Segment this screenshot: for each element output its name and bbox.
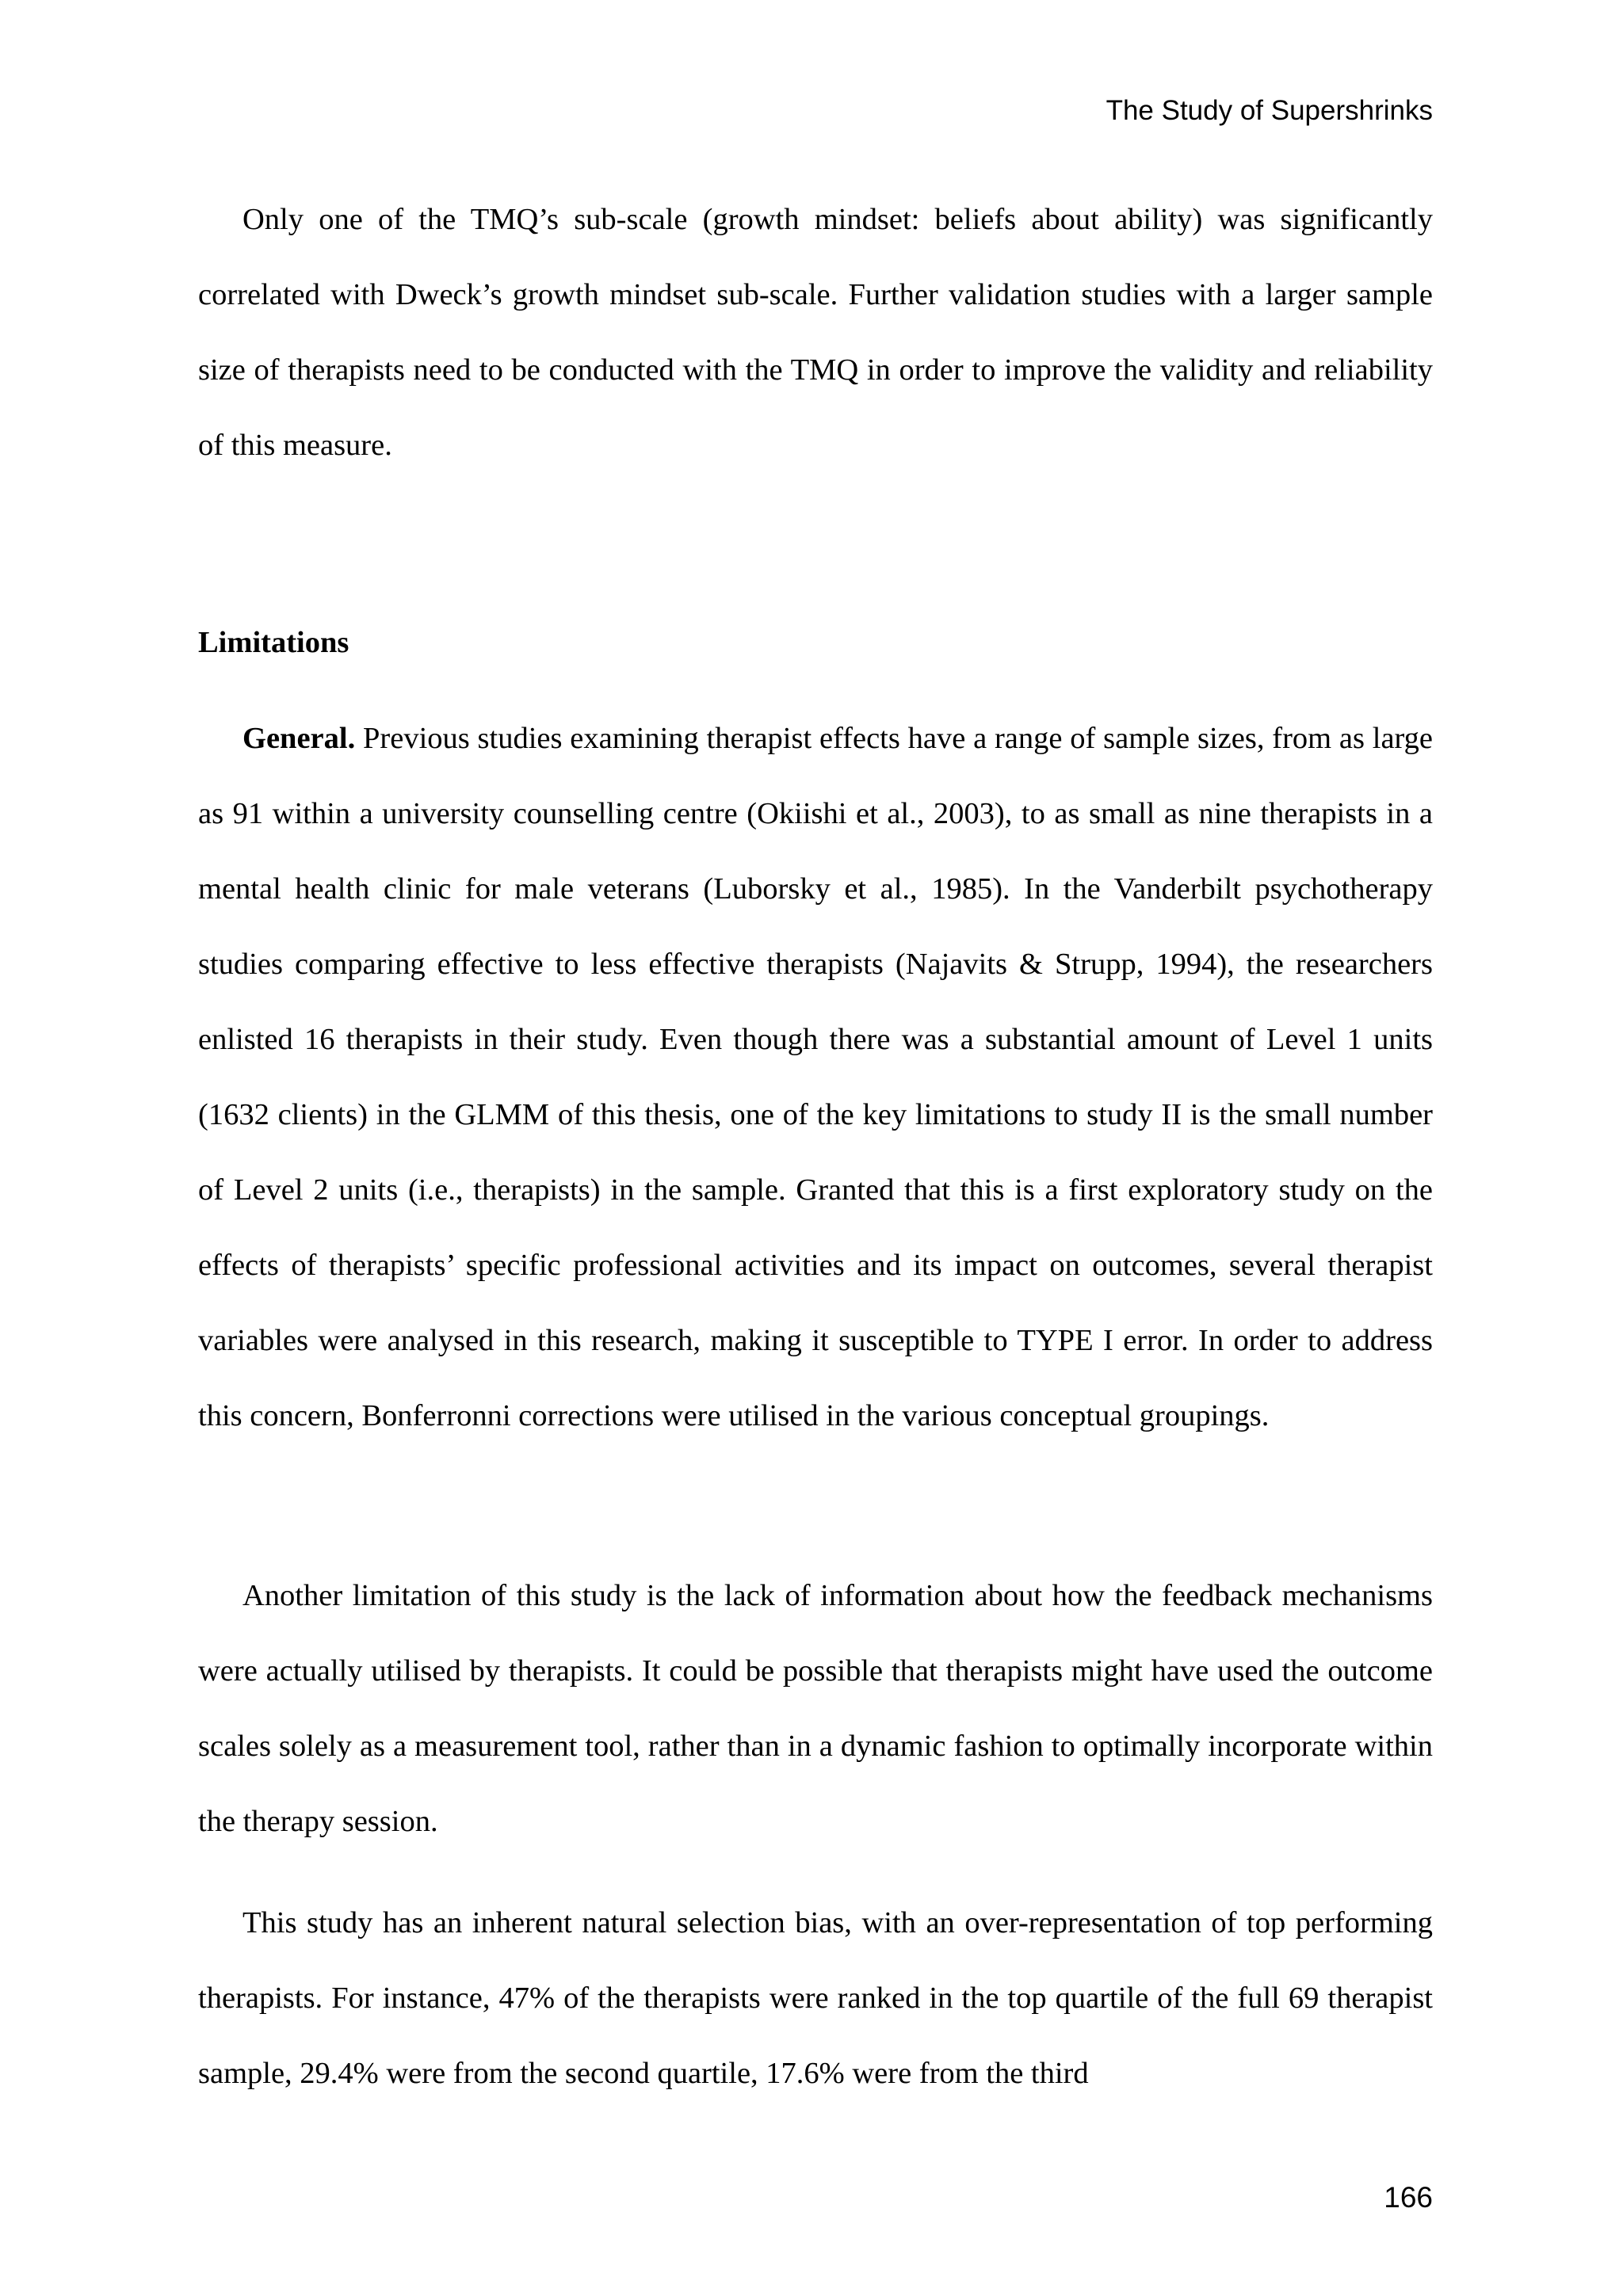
page-number: 166 [1384,2181,1433,2214]
paragraph-general-limitations [198,701,1433,1454]
section-heading-limitations: Limitations [198,626,349,659]
paragraph-feedback-limitation: Another limitation of this study is the lack of information about how the feedback mechanisms were actually utilised by therapists. It could be possible that therapists might have used the outcome scales solely as a measurement tool, rather than in a dynamic fashion to optimally incorporate within the therapy session. [198,1579,1433,1838]
paragraph-selection-bias: This study has an inherent natural selection bias, with an over-representation of top performing therapists. For instance, 47% of the therapists were ranked in the top quartile of the full 69 therapist sample, 29.4% were from the second quartile, 17.6% were from the third [198,1906,1433,2090]
paragraph-tmq-validation: Only one of the TMQ’s sub-scale (growth mindset: beliefs about ability) was significantly correlated with Dweck’s growth mindset sub-scale. Further validation studies with a larger sample size of therapists need to be conducted with the TMQ in order to improve the validity and reliability of this measure. [198,203,1433,462]
running-header: The Study of Supershrinks [1106,95,1433,126]
paragraph-general-text: Previous studies examining therapist effects have a range of sample sizes, from as large as 91 within a university counselling centre (Okiishi et al., 2003), to as small as nine therapists in a mental health clinic for male veterans (Luborsky et al., 1985). In the Vanderbilt psychotherapy studies comparing effective to less effective therapists (Najavits & Strupp, 1994), the researchers enlisted 16 therapists in their study. Even though there was a substantial amount of Level 1 units (1632 clients) in the GLMM of this thesis, one of the key limitations to study II is the small number of Level 2 units (i.e., therapists) in the sample. Granted that this is a first exploratory study on the effects of therapists’ specific professional activities and its impact on outcomes, several therapist variables were analysed in this research, making it susceptible to TYPE I error. In order to address this concern, Bonferronni corrections were utilised in the various conceptual groupings. [198,722,1433,1432]
subheading-general: General. [242,722,356,755]
